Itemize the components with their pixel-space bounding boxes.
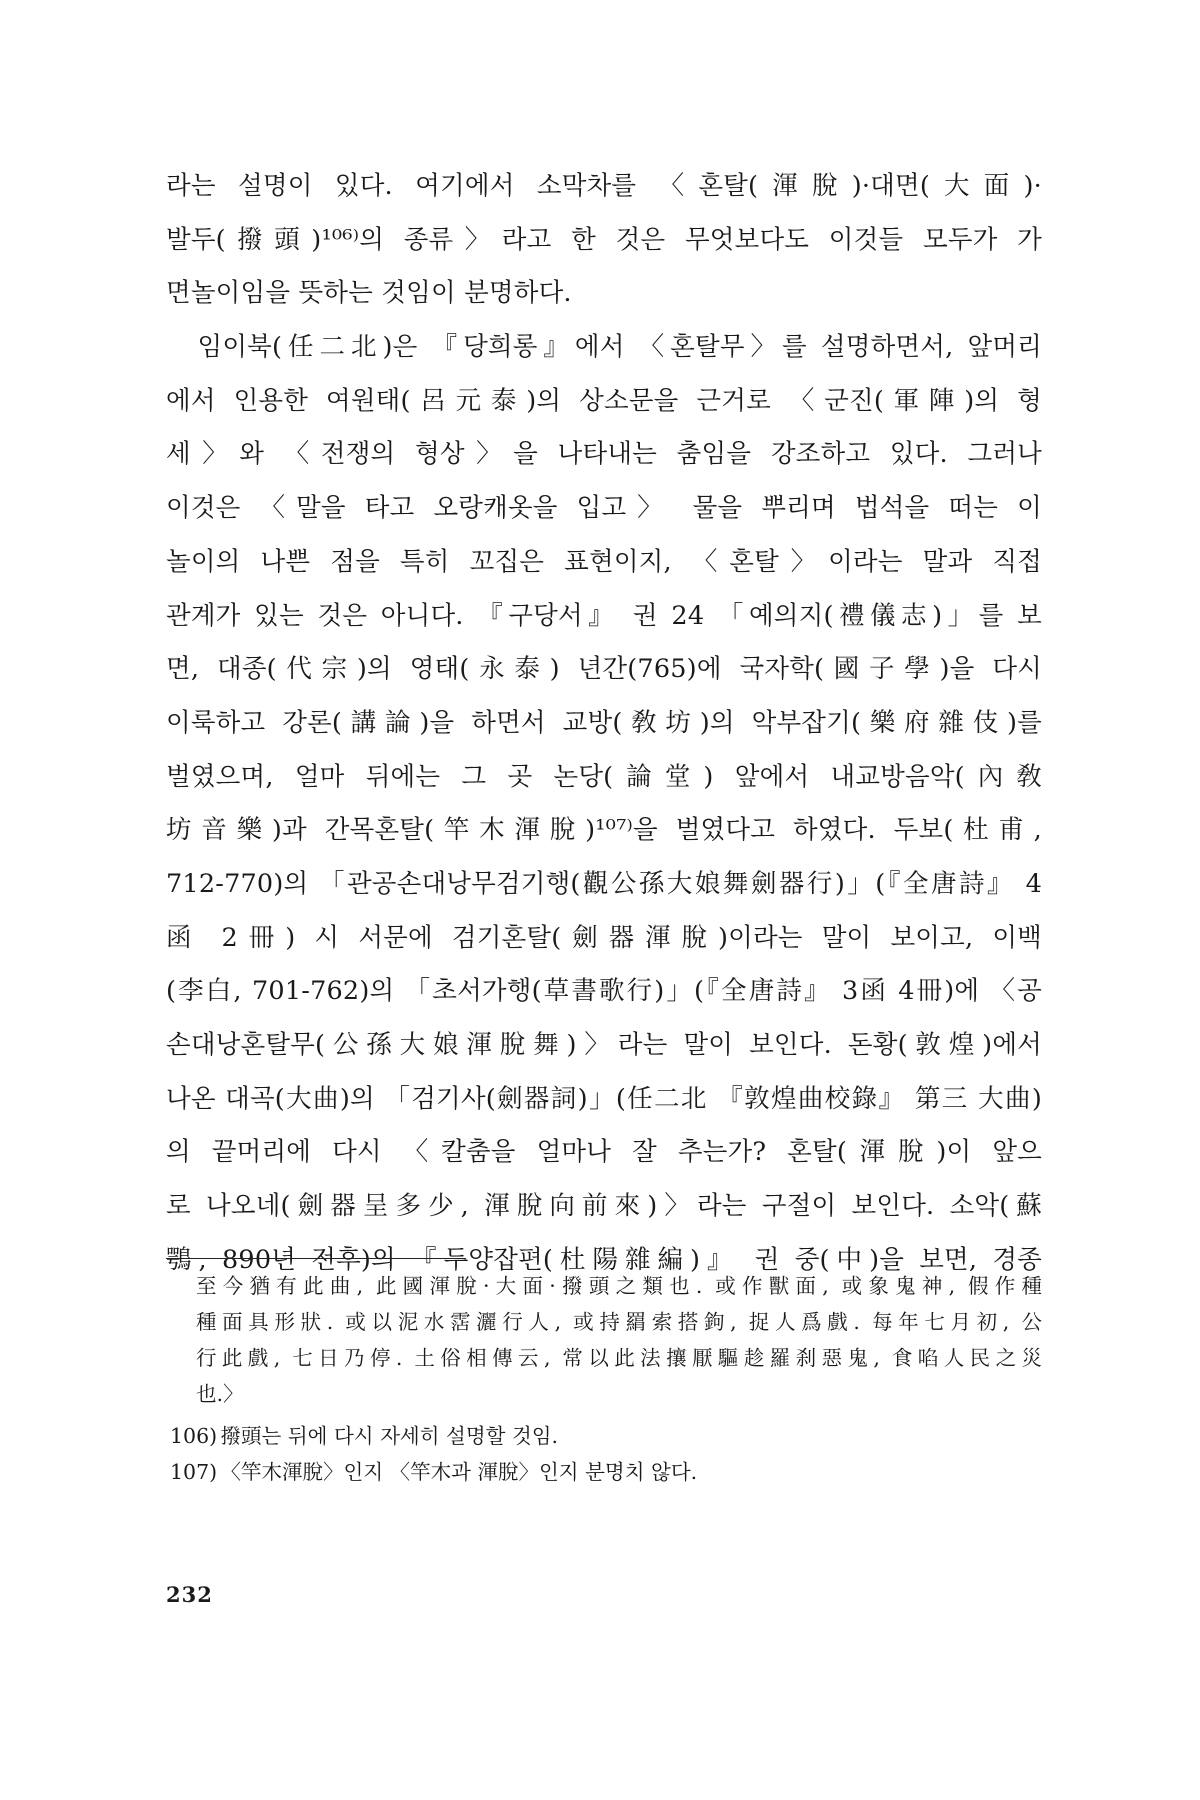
- text-line-2: 발두(撥頭)¹⁰⁶⁾의 종류〉라고 한 것은 무엇보다도 이것들 모두가 가: [166, 224, 1042, 255]
- text-line-6: 세〉와 〈전쟁의 형상〉을 나타내는 춤임을 강조하고 있다. 그러나: [166, 439, 1042, 470]
- text-line-8: 놀이의 나쁜 점을 특히 꼬집은 표현이지, 〈혼탈〉이라는 말과 직접: [166, 546, 1042, 577]
- text-line-7: 이것은 〈말을 타고 오랑캐옷을 입고〉 물을 뿌리며 법석을 떠는 이: [166, 493, 1042, 524]
- text-line-19: 의 끝머리에 다시 〈칼춤을 얼마나 잘 추는가? 혼탈(渾脫)이 앞으: [166, 1137, 1042, 1168]
- footnote-text: 撥頭는 뒤에 다시 자세히 설명할 것임.: [220, 1424, 559, 1448]
- text-line-4: 임이북(任二北)은 『당희롱』에서 〈혼탈무〉를 설명하면서, 앞머리: [166, 332, 1042, 363]
- text-line-14: 712-770)의 「관공손대낭무검기행(觀公孫大娘舞劍器行)」(『全唐詩』 4: [166, 868, 1042, 899]
- footnote-number: 107): [170, 1460, 218, 1484]
- text-line-16: (李白, 701-762)의 「초서가행(草書歌行)」(『全唐詩』 3函 4冊)에 〈공: [166, 976, 1042, 1007]
- text-line-15: 函 2冊) 시 서문에 검기혼탈(劍器渾脫)이라는 말이 보이고, 이백: [166, 922, 1042, 953]
- text-line-5: 에서 인용한 여원태(呂元泰)의 상소문을 근거로 〈군진(軍陣)의 형: [166, 385, 1042, 416]
- footnote-divider: [166, 1258, 466, 1259]
- text-line-10: 면, 대종(代宗)의 영태(永泰) 년간(765)에 국자학(國子學)을 다시: [166, 654, 1042, 685]
- footnote-continuation-line-4: 也.〉: [196, 1382, 244, 1406]
- page-number: 232: [166, 1582, 213, 1607]
- footnote-continuation-line-1: 至今猶有此曲, 此國渾脫·大面·撥頭之類也. 或作獸面, 或象鬼神, 假作種: [196, 1274, 1042, 1298]
- text-line-20: 로 나오네(劍器呈多少, 渾脫向前來)〉라는 구절이 보인다. 소악(蘇: [166, 1191, 1042, 1222]
- text-line-12: 벌였으며, 얼마 뒤에는 그 곳 논당(論堂) 앞에서 내교방음악(內敎: [166, 761, 1042, 792]
- text-line-11: 이룩하고 강론(講論)을 하면서 교방(敎坊)의 악부잡기(樂府雜伎)를: [166, 707, 1042, 738]
- footnote-107: [170, 1454, 1042, 1490]
- text-line-18: 나온 대곡(大曲)의 「검기사(劍器詞)」(任二北 『敦煌曲校錄』 第三 大曲): [166, 1083, 1042, 1114]
- text-line-1: 라는 설명이 있다. 여기에서 소막차를 〈혼탈(渾脫)·대면(大面)·: [166, 171, 1042, 201]
- main-text: [166, 160, 1042, 1287]
- footnote-number: 106): [170, 1424, 218, 1448]
- footnote-text: 〈竿木渾脫〉인지 〈竿木과 渾脫〉인지 분명치 않다.: [220, 1460, 698, 1484]
- text-line-21: 鶚, 890년 전후)의 『두양잡편(杜陽雜編)』 권 중(中)을 보면, 경종: [166, 1244, 1042, 1275]
- footnote-continuation-line-2: 種面具形狀. 或以泥水霑灑行人, 或持羂索搭鉤, 捉人爲戲. 每年七月初, 公: [196, 1310, 1042, 1334]
- text-line-9: 관계가 있는 것은 아니다. 『구당서』 권 24 「예의지(禮儀志)」를 보: [166, 600, 1042, 631]
- text-line-3: 면놀이임을 뜻하는 것임이 분명하다.: [166, 278, 572, 309]
- text-line-17: 손대낭혼탈무(公孫大娘渾脫舞)〉라는 말이 보인다. 돈황(敦煌)에서: [166, 1030, 1042, 1060]
- footnote-106: [170, 1418, 1042, 1454]
- footnotes: [170, 1268, 1042, 1490]
- text-line-13: 坊音樂)과 간목혼탈(竿木渾脫)¹⁰⁷⁾을 벌였다고 하였다. 두보(杜甫,: [166, 815, 1042, 846]
- footnote-continuation-line-3: 行此戲, 七日乃停. 土俗相傳云, 常以此法攘厭驅趁羅刹惡鬼, 食啗人民之災: [196, 1346, 1042, 1370]
